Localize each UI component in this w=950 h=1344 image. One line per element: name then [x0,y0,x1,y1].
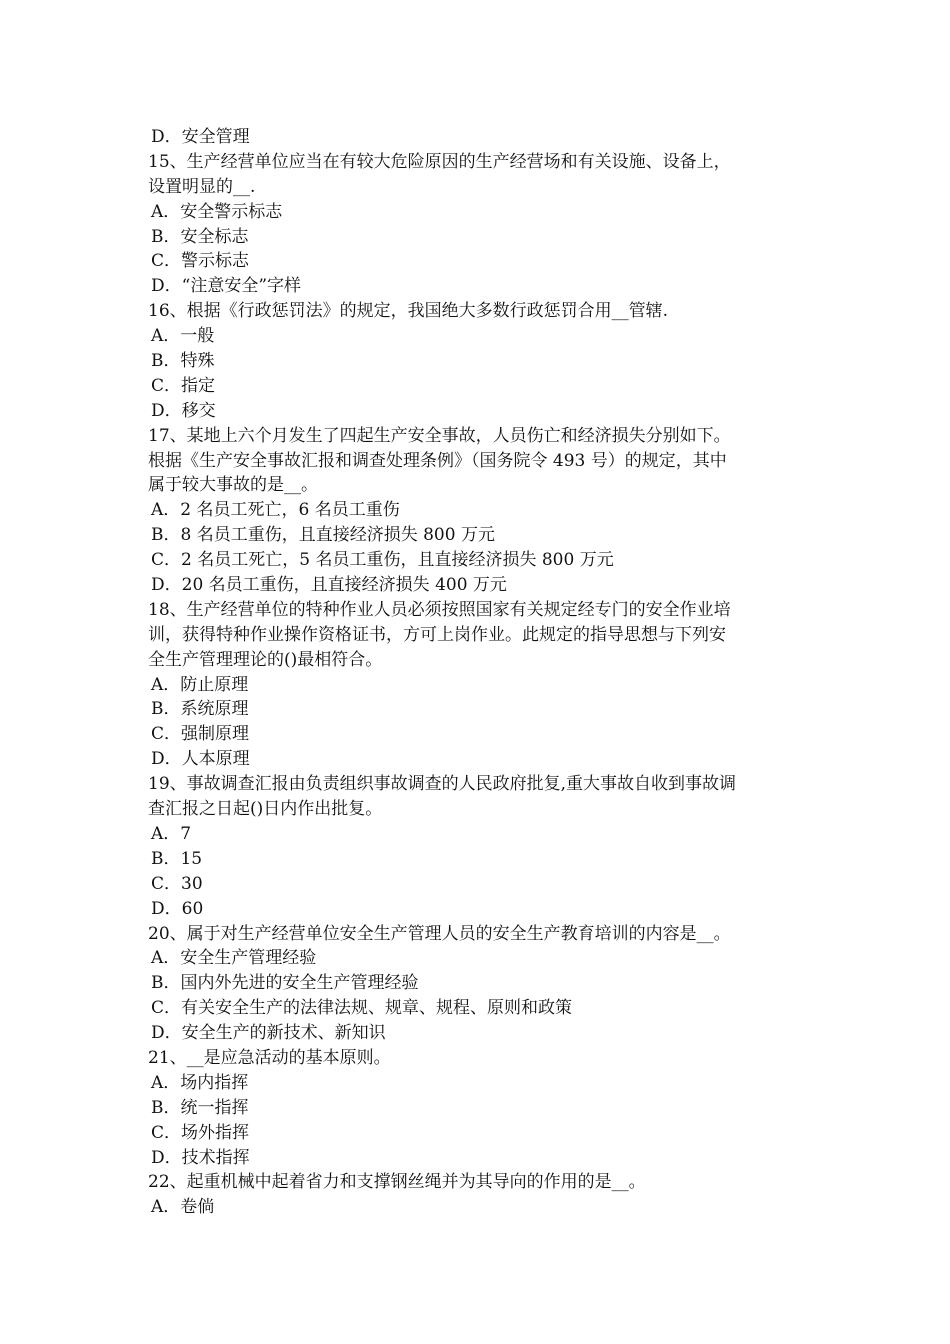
answer-option: B．统一指挥 [151,1097,249,1118]
answer-option: D．人本原理 [151,749,250,770]
answer-option: B．特殊 [151,351,215,372]
question-text: 15、生产经营单位应当在有较大危险原因的生产经营场和有关设施、设备上， [148,151,731,172]
answer-option: B．8 名员工重伤，且直接经济损失 800 万元 [151,525,495,546]
question-text: 20、属于对生产经营单位安全生产管理人员的安全生产教育培训的内容是__。 [148,923,731,944]
answer-option: D．20 名员工重伤，且直接经济损失 400 万元 [151,575,507,596]
answer-option: A．防止原理 [151,674,249,695]
answer-option: C．警示标志 [151,251,250,272]
document-page [148,125,820,1220]
question-text: 属于较大事故的是__。 [148,475,318,496]
question-text: 18、生产经营单位的特种作业人员必须按照国家有关规定经专门的安全作业培 [148,599,731,620]
answer-option: D．60 [151,898,204,919]
answer-option: D．安全管理 [151,127,250,147]
answer-option: A．场内指挥 [151,1072,249,1093]
answer-option: D．技术指挥 [151,1147,250,1168]
answer-option: C．指定 [151,375,216,396]
answer-option: C．2 名员工死亡，5 名员工重伤，且直接经济损失 800 万元 [151,550,614,571]
answer-option: C．强制原理 [151,724,250,745]
answer-option: B．安全标志 [151,226,249,247]
question-text: 16、根据《行政惩罚法》的规定，我国绝大多数行政惩罚合用__管辖. [148,301,669,322]
answer-option: B．系统原理 [151,699,249,720]
answer-option: A．安全警示标志 [151,201,283,222]
answer-option: C．有关安全生产的法律法规、规章、规程、原则和政策 [151,998,573,1019]
answer-option: A．2 名员工死亡，6 名员工重伤 [151,500,400,521]
answer-option: D．安全生产的新技术、新知识 [151,1023,386,1044]
answer-option: D．“注意安全”字样 [151,276,302,297]
question-text: 22、起重机械中起着省力和支撑钢丝绳并为其导向的作用的是__。 [148,1172,646,1193]
answer-option: B．国内外先进的安全生产管理经验 [151,973,419,994]
question-text: 17、某地上六个月发生了四起生产安全事故，人员伤亡和经济损失分别如下。 [148,425,731,446]
answer-option: A．一般 [151,326,215,347]
answer-option: A．7 [151,823,192,844]
question-text: 19、事故调查汇报由负责组织事故调查的人民政府批复,重大事故自收到事故调 [148,774,737,795]
question-text: 根据《生产安全事故汇报和调查处理条例》（国务院令 493 号）的规定，其中 [148,450,727,471]
answer-option: B．15 [151,848,203,869]
question-text: 训，获得特种作业操作资格证书，方可上岗作业。此规定的指导思想与下列安 [148,624,726,645]
question-text: 全生产管理理论的()最相符合。 [148,649,383,670]
answer-option: C．30 [151,873,203,894]
answer-option: C．场外指挥 [151,1122,250,1143]
answer-option: A．卷倘 [151,1197,215,1218]
question-text: 查汇报之日起()日内作出批复。 [148,799,383,820]
answer-option: A．安全生产管理经验 [151,948,317,969]
question-text: 21、__是应急活动的基本原则。 [148,1047,391,1068]
answer-option: D．移交 [151,400,216,421]
question-text: 设置明显的__. [148,176,256,197]
